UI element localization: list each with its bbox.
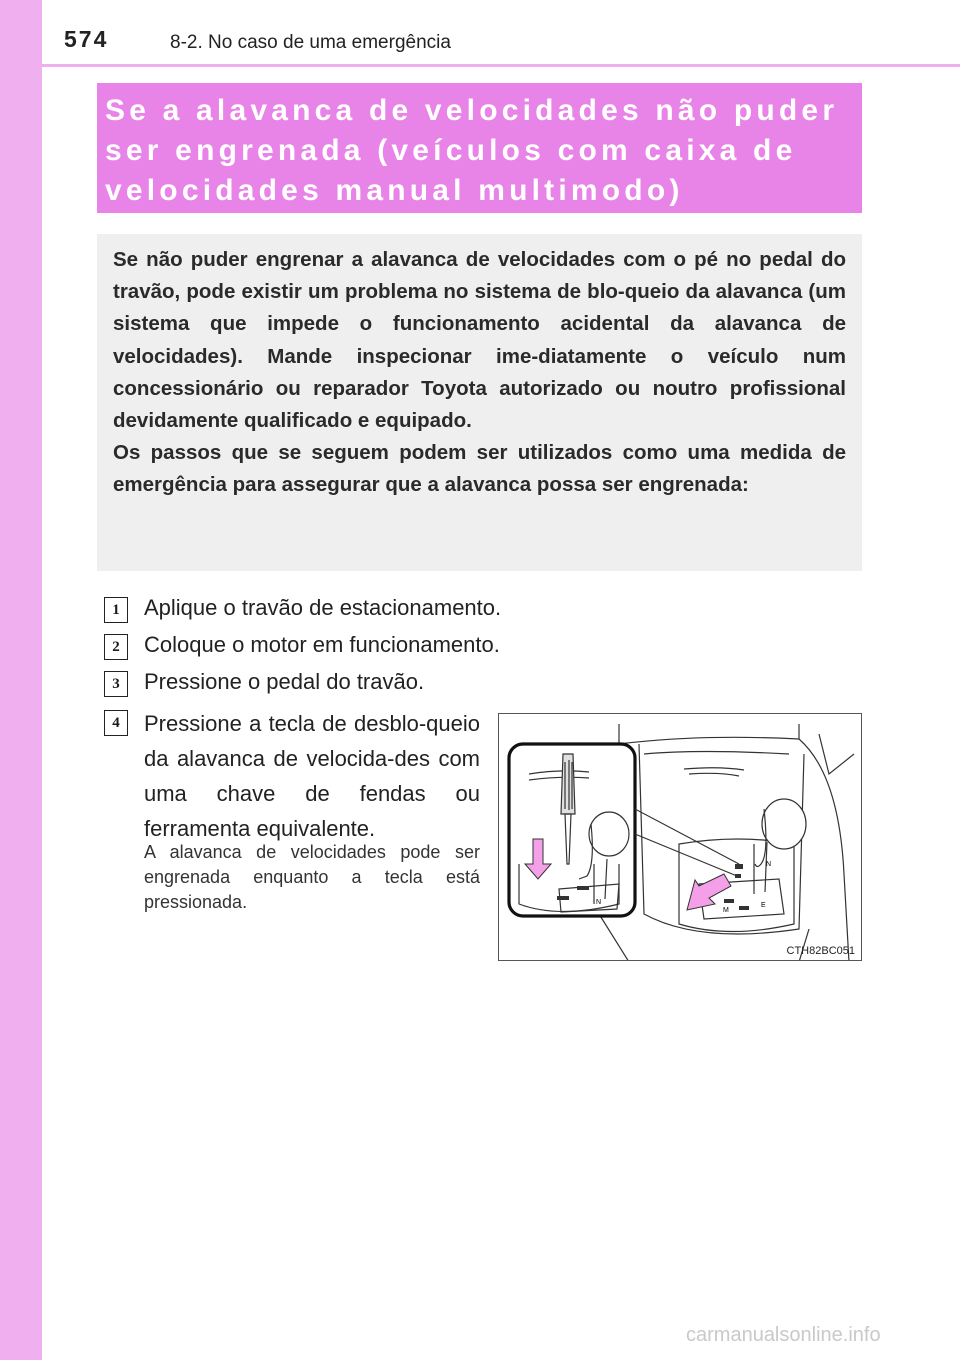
step-text: Pressione o pedal do travão. — [144, 669, 425, 694]
left-color-strip — [0, 0, 42, 1360]
shift-lever-illustration — [498, 713, 862, 961]
header-rule — [42, 64, 960, 67]
gate-label-n: N — [766, 861, 772, 868]
section-title: 8-2. No caso de uma emergência — [170, 32, 451, 53]
step-4-text: Pressione a tecla de desblo-queio da alavanca de velocida-des com uma chave de fendas ou ferramenta equivalente. — [144, 711, 480, 841]
page-number: 574 — [64, 26, 109, 52]
step-number-badge: 3 — [104, 671, 128, 697]
gate-label-m: M — [723, 907, 729, 914]
watermark: carmanualsonline.info — [686, 1324, 881, 1346]
step-4-note: A alavanca de velocidades pode ser engrenada enquanto a tecla está pressionada. — [144, 842, 480, 912]
step-number-badge: 1 — [104, 597, 128, 623]
step-text: Aplique o travão de estacionamento. — [144, 595, 502, 620]
title-line-3: velocidades manual multimodo) — [105, 174, 684, 207]
step-text: Coloque o motor em funcionamento. — [144, 632, 500, 657]
intro-paragraph-2: Os passos que se seguem podem ser utilizados como uma medida de emergência para assegurar que a alavanca possa ser engrenada: — [113, 441, 846, 497]
intro-paragraph-1: Se não puder engrenar a alavanca de velocidades com o pé no pedal do travão, pode existir um problema no sistema de blo-queio da alavanca (um sistema que impede o funcionamento acidental da alavanca de velocidades). Mande inspecionar ime-diatamente o veículo num concessionário ou reparador Toyota autorizado ou noutro profissional devidamente qualificado e equipado. — [113, 248, 846, 433]
step-2 — [104, 629, 500, 665]
gate-label-n-inset: N — [596, 899, 602, 906]
gate-label-e: E — [761, 902, 766, 909]
step-1 — [104, 592, 502, 628]
title-line-1: Se a alavanca de velocidades não puder — [105, 94, 839, 127]
title-box — [97, 83, 862, 213]
step-4 — [104, 705, 128, 741]
figure-code: CTH82BC051 — [786, 945, 855, 957]
step-number-badge: 2 — [104, 634, 128, 660]
step-number-badge: 4 — [104, 710, 128, 736]
step-3 — [104, 666, 425, 702]
illustration-svg — [499, 714, 862, 961]
title-line-2: ser engrenada (veículos com caixa de — [105, 134, 797, 167]
intro-box — [97, 234, 862, 571]
